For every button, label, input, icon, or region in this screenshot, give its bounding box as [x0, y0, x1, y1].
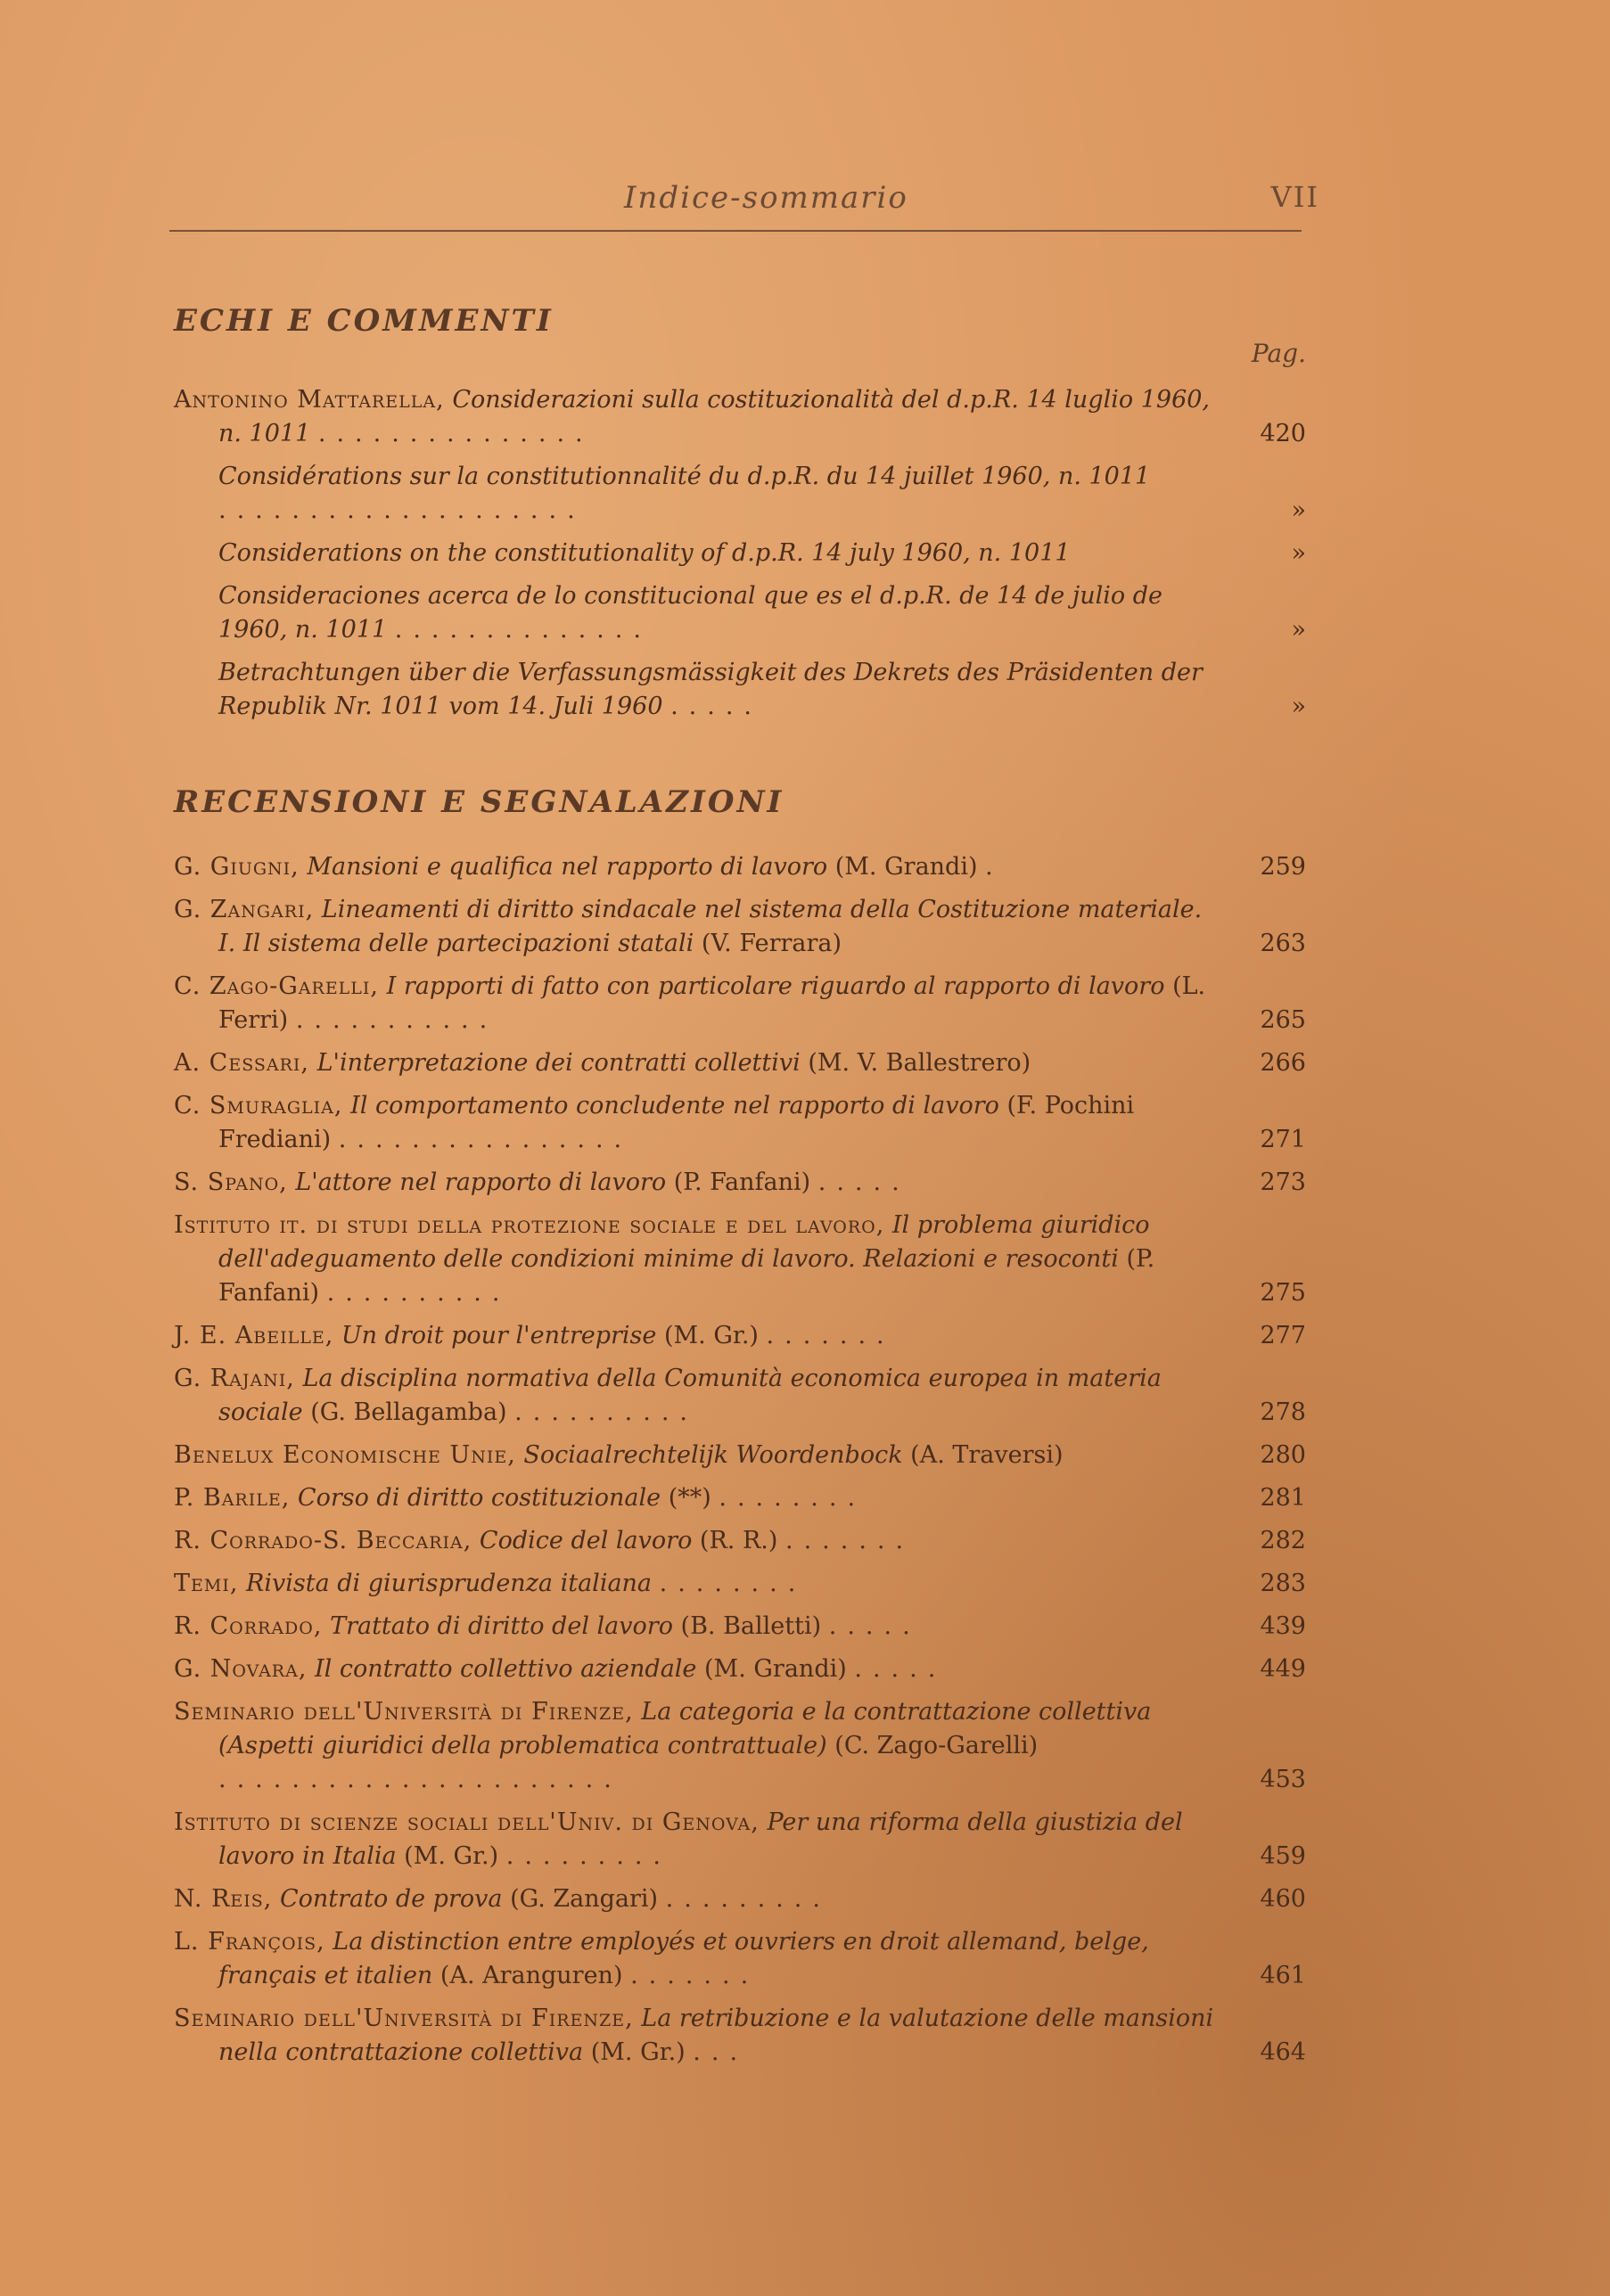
entry-reviewer: (**)	[668, 1484, 711, 1512]
entry-reviewer: (A. Traversi)	[910, 1441, 1064, 1469]
entry-page: 280	[1260, 1441, 1306, 1469]
toc-entry[interactable]	[174, 2002, 1306, 2070]
entry-title: Lineamenti di diritto sindacale nel sistema della Costituzione materiale. I. Il sistema delle partecipazioni statali	[218, 896, 1203, 957]
entry-title: Il comportamento concludente nel rapporto di lavoro	[350, 1092, 999, 1119]
entry-page: 459	[1260, 1842, 1306, 1870]
entry-list	[174, 850, 1306, 2070]
entry-author: C. Smuraglia,	[174, 1092, 343, 1119]
entry-page: 281	[1260, 1484, 1306, 1512]
leader-dots: .......	[630, 1962, 760, 1989]
leader-dots: ................	[338, 1126, 633, 1153]
leader-dots: .....	[828, 1612, 921, 1640]
toc-entry[interactable]	[174, 383, 1306, 451]
entry-title: La disciplina normativa della Comunità economica europea in materia sociale	[218, 1365, 1162, 1426]
entry-author: G. Novara,	[174, 1655, 308, 1683]
entry-reviewer: (M. Gr.)	[663, 1322, 759, 1349]
entry-author: R. Corrado,	[174, 1612, 323, 1640]
toc-entry[interactable]	[174, 970, 1306, 1037]
entry-title: Contrato de prova	[279, 1885, 503, 1913]
entry-reviewer: (G. Bellagamba)	[310, 1398, 507, 1426]
entry-author: G. Rajani,	[174, 1365, 295, 1392]
toc-entry[interactable]	[174, 1652, 1306, 1686]
toc-entry[interactable]	[174, 537, 1306, 570]
toc-entry[interactable]	[174, 460, 1306, 528]
leader-dots: .........	[505, 1842, 671, 1870]
entry-author: J. E. Abeille,	[174, 1322, 334, 1349]
leader-dots: ..........	[514, 1398, 698, 1426]
entry-title: Considerazioni sulla costituzionalità del d.p.R. 14 luglio 1960, n. 1011	[218, 386, 1211, 447]
entry-page: 449	[1260, 1655, 1306, 1683]
header-rule	[169, 230, 1302, 232]
entry-page: 275	[1260, 1279, 1306, 1307]
toc-entry[interactable]	[174, 1439, 1306, 1472]
leader-dots: .....	[670, 693, 763, 720]
toc-entry[interactable]	[174, 1524, 1306, 1558]
entry-title: Sociaalrechtelijk Woordenbock	[523, 1441, 903, 1469]
entry-reviewer: (M. Grandi)	[704, 1655, 847, 1683]
running-title: Indice-sommario	[624, 180, 908, 216]
entry-page: 453	[1260, 1766, 1306, 1793]
entry-page: 277	[1260, 1322, 1306, 1349]
entry-author: Istituto it. di studi della protezione sociale e del lavoro,	[174, 1211, 885, 1239]
entry-author: L. François,	[174, 1928, 325, 1956]
entry-title: L'interpretazione dei contratti collettivi	[316, 1049, 801, 1077]
entry-author: Benelux Economische Unie,	[174, 1441, 516, 1469]
entry-title: Il contratto collettivo aziendale	[315, 1655, 697, 1683]
entry-title: Per una riforma della giustizia del lavoro in Italia	[218, 1808, 1183, 1870]
entry-author: A. Cessari,	[174, 1049, 310, 1077]
section-echi-e-commenti	[174, 303, 1306, 733]
entry-author: S. Spano,	[174, 1168, 288, 1196]
leader-dots: ...	[693, 2038, 749, 2066]
section-recensioni-e-segnalazioni	[174, 784, 1306, 2079]
toc-entry[interactable]	[174, 1166, 1306, 1200]
entry-title: Mansioni e qualifica nel rapporto di lavoro	[307, 853, 828, 881]
page-number: VII	[1270, 180, 1319, 214]
entry-reviewer: (P. Fanfani)	[673, 1168, 811, 1196]
toc-entry[interactable]	[174, 1695, 1306, 1797]
leader-dots: .......	[766, 1322, 895, 1349]
entry-title: La distinction entre employés et ouvriers en droit allemand, belge, français et italien	[218, 1928, 1149, 1989]
entry-reviewer: (M. Grandi)	[834, 853, 978, 881]
entry-title: Consideraciones acerca de lo constitucional que es el d.p.R. de 14 de julio de 1960, n. 1011	[218, 582, 1162, 644]
leader-dots: .......	[785, 1527, 915, 1554]
entry-author: C. Zago-Garelli,	[174, 972, 380, 1000]
entry-title: Il problema giuridico dell'adeguamento delle condizioni minime di lavoro. Relazioni e resoconti	[218, 1211, 1150, 1273]
leader-dots: ..........	[326, 1279, 511, 1307]
entry-page: 283	[1260, 1570, 1306, 1597]
leader-dots: .	[985, 853, 1004, 881]
entry-title: La categoria e la contrattazione collettiva (Aspetti giuridici della problematica contrattuale)	[218, 1698, 1152, 1759]
entry-title: Corso di diritto costituzionale	[297, 1484, 661, 1512]
entry-page: 282	[1260, 1527, 1306, 1554]
entry-page: 461	[1260, 1962, 1306, 1989]
entry-author: N. Reis,	[174, 1885, 273, 1913]
toc-entry[interactable]	[174, 579, 1306, 647]
entry-author: Seminario dell'Università di Firenze,	[174, 1698, 634, 1726]
entry-reviewer: (M. V. Ballestrero)	[808, 1049, 1031, 1077]
toc-entry[interactable]	[174, 1046, 1306, 1080]
leader-dots: ...........	[295, 1006, 498, 1034]
leader-dots: ......................	[218, 1766, 622, 1793]
toc-entry[interactable]	[174, 1209, 1306, 1310]
entry-reviewer: (A. Aranguren)	[439, 1962, 623, 1989]
entry-reviewer: (M. Gr.)	[590, 2038, 686, 2066]
entry-author: Antonino Mattarella,	[174, 386, 445, 414]
entry-reviewer: (F. Pochini Frediani)	[218, 1092, 1135, 1153]
entry-reviewer: (C. Zago-Garelli)	[834, 1732, 1039, 1759]
entry-page: 278	[1260, 1398, 1306, 1426]
toc-entry[interactable]	[174, 850, 1306, 884]
entry-page: 271	[1260, 1126, 1306, 1153]
entry-title: Trattato di diritto del lavoro	[330, 1612, 673, 1640]
entry-title: L'attore nel rapporto di lavoro	[295, 1168, 667, 1196]
entry-reviewer: (B. Balletti)	[680, 1612, 822, 1640]
entry-author: G. Zangari,	[174, 896, 315, 923]
leader-dots: ........	[719, 1484, 867, 1512]
entry-author: Seminario dell'Università di Firenze,	[174, 2005, 634, 2032]
leader-dots: ...............	[317, 420, 594, 447]
toc-entry[interactable]	[174, 656, 1306, 724]
page-header	[169, 180, 1319, 234]
entry-page: »	[1291, 539, 1306, 567]
entry-reviewer: (M. Gr.)	[404, 1842, 499, 1870]
entry-author: Istituto di scienze sociali dell'Univ. di Genova,	[174, 1808, 760, 1836]
entry-reviewer: (R. R.)	[699, 1527, 778, 1554]
toc-entry[interactable]	[174, 1481, 1306, 1515]
entry-title: Considerations on the constitutionality of d.p.R. 14 july 1960, n. 1011	[218, 539, 1071, 567]
toc-entry[interactable]	[174, 1806, 1306, 1874]
entry-reviewer: (G. Zangari)	[510, 1885, 659, 1913]
leader-dots: ....................	[218, 496, 586, 524]
leader-dots: ........	[659, 1570, 807, 1597]
leader-dots: ..............	[394, 616, 652, 644]
toc-entry[interactable]	[174, 1610, 1306, 1644]
entry-page: 273	[1260, 1168, 1306, 1196]
entry-page: 266	[1260, 1049, 1306, 1077]
entry-list	[174, 383, 1306, 724]
toc-entry[interactable]	[174, 893, 1306, 961]
entry-page: »	[1291, 616, 1306, 644]
section-title: ECHI E COMMENTI	[174, 303, 554, 339]
toc-entry[interactable]	[174, 1319, 1306, 1353]
entry-page: 259	[1260, 853, 1306, 881]
entry-page: 464	[1260, 2038, 1306, 2066]
entry-author: R. Corrado-S. Beccaria,	[174, 1527, 472, 1554]
entry-title: Considérations sur la constitutionnalité du d.p.R. du 14 juillet 1960, n. 1011	[218, 463, 1151, 490]
entry-author: P. Barile,	[174, 1484, 291, 1512]
entry-title: Codice del lavoro	[479, 1527, 693, 1554]
entry-author: Temi,	[174, 1570, 239, 1597]
entry-title: Betrachtungen über die Verfassungsmässigkeit des Dekrets des Präsidenten der Republik Nr. 1011 vom 14. Juli 1960	[218, 659, 1203, 720]
leader-dots: .....	[854, 1655, 947, 1683]
entry-page: »	[1291, 496, 1306, 524]
entry-page: 263	[1260, 930, 1306, 957]
pag-label: Pag.	[1251, 339, 1306, 368]
toc-entry[interactable]	[174, 1362, 1306, 1430]
entry-reviewer: (V. Ferrara)	[701, 930, 842, 957]
entry-page: 439	[1260, 1612, 1306, 1640]
entry-reviewer: (P. Fanfani)	[218, 1245, 1155, 1307]
leader-dots: .....	[817, 1168, 910, 1196]
entry-page: 460	[1260, 1885, 1306, 1913]
toc-entry[interactable]	[174, 1925, 1306, 1993]
toc-entry[interactable]	[174, 1882, 1306, 1916]
entry-title: Rivista di giurisprudenza italiana	[246, 1570, 653, 1597]
entry-title: Un droit pour l'entreprise	[341, 1322, 657, 1349]
entry-author: G. Giugni,	[174, 853, 300, 881]
entry-reviewer: (L. Ferri)	[218, 972, 1206, 1034]
leader-dots: .........	[665, 1885, 831, 1913]
entry-page: »	[1291, 693, 1306, 720]
toc-entry[interactable]	[174, 1567, 1306, 1601]
entry-title: La retribuzione e la valutazione delle mansioni nella contrattazione collettiva	[218, 2005, 1214, 2066]
entry-page: 420	[1260, 420, 1306, 447]
section-title: RECENSIONI E SEGNALAZIONI	[174, 784, 784, 820]
entry-page: 265	[1260, 1006, 1306, 1034]
entry-title: I rapporti di fatto con particolare riguardo al rapporto di lavoro	[386, 972, 1165, 1000]
toc-entry[interactable]	[174, 1089, 1306, 1157]
